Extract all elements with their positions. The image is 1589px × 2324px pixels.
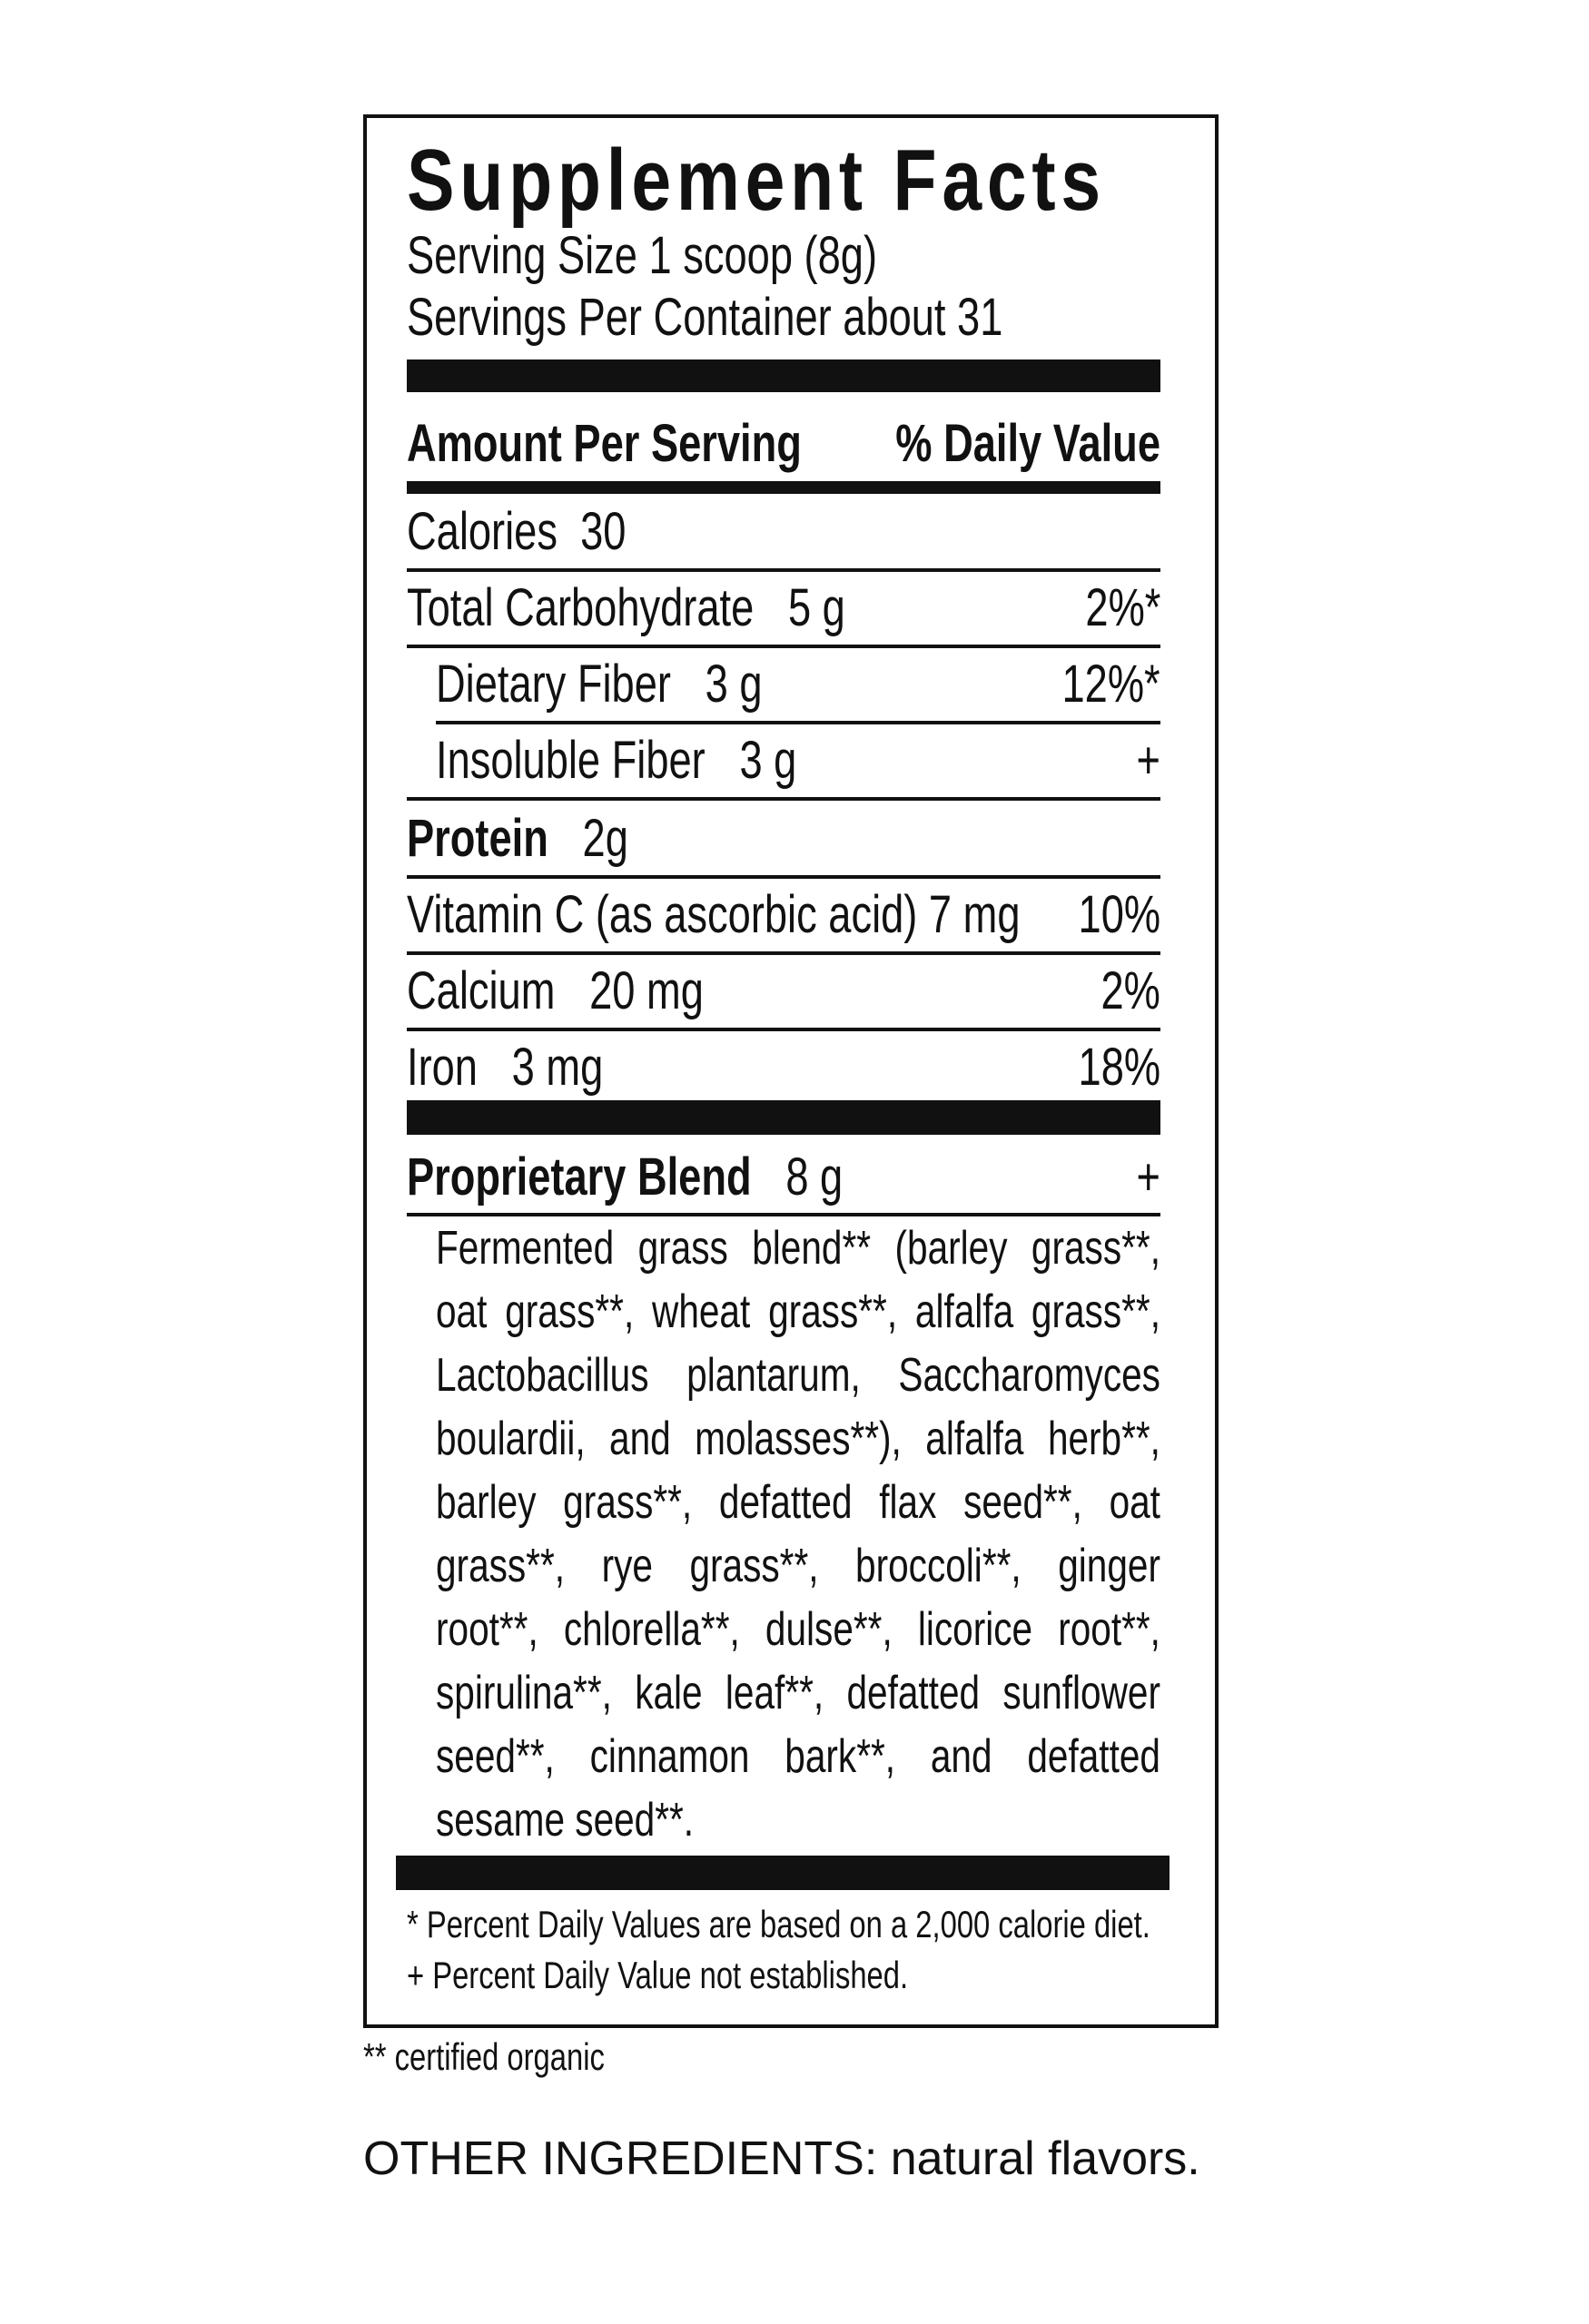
nutrient-row-dietary-fiber: Dietary Fiber 3 g 12%* [436, 655, 1160, 714]
nutrient-row-insoluble-fiber: Insoluble Fiber 3 g + [436, 731, 1160, 790]
nutrient-row-calcium: Calcium 20 mg 2% [407, 961, 1160, 1020]
other-ingredients: OTHER INGREDIENTS: natural flavors. [363, 2132, 1200, 2185]
nutrient-row-protein: Protein 2g [407, 809, 628, 868]
amount-per-serving-header: Amount Per Serving [407, 414, 802, 473]
daily-value-header: % Daily Value [895, 414, 1160, 473]
footnote-not-established: + Percent Daily Value not established. [407, 1954, 909, 1996]
panel-title: Supplement Facts [407, 132, 1106, 229]
proprietary-blend-row: Proprietary Blend 8 g + [407, 1147, 1160, 1206]
nutrient-row-vitamin-c: Vitamin C (as ascorbic acid) 7 mg 10% [407, 885, 1160, 944]
footnote-daily-values: * Percent Daily Values are based on a 2,000 calorie diet. [407, 1903, 1150, 1945]
nutrient-row-total-carbohydrate: Total Carbohydrate 5 g 2%* [407, 578, 1160, 637]
thick-divider [407, 1100, 1160, 1135]
serving-size: Serving Size 1 scoop (8g) [407, 226, 878, 285]
header-row [407, 401, 1160, 474]
medium-divider [407, 481, 1160, 494]
blend-ingredients: Fermented grass blend** (barley grass**, oat grass**, wheat grass**, alfalfa grass**, Lactobacillus plantarum, Saccharomyces boulardii, and molasses**), alfalfa herb**, barley grass**, defatted flax seed**, oat grass**, rye grass**, broccoli**, ginger root**, chlorella**, dulse**, licorice root**, spirulina**, kale leaf**, defatted sunflower seed**, cinnamon bark**, and defatted sesame seed**. [436, 1222, 1160, 1846]
servings-per-container: Servings Per Container about 31 [407, 288, 1003, 347]
nutrient-row-iron: Iron 3 mg 18% [407, 1038, 1160, 1097]
thick-divider [396, 1856, 1170, 1890]
nutrient-row-calories: Calories 30 [407, 502, 627, 561]
thick-divider [407, 359, 1160, 392]
organic-note: ** certified organic [363, 2035, 605, 2078]
supplement-facts-panel [363, 114, 1219, 2028]
